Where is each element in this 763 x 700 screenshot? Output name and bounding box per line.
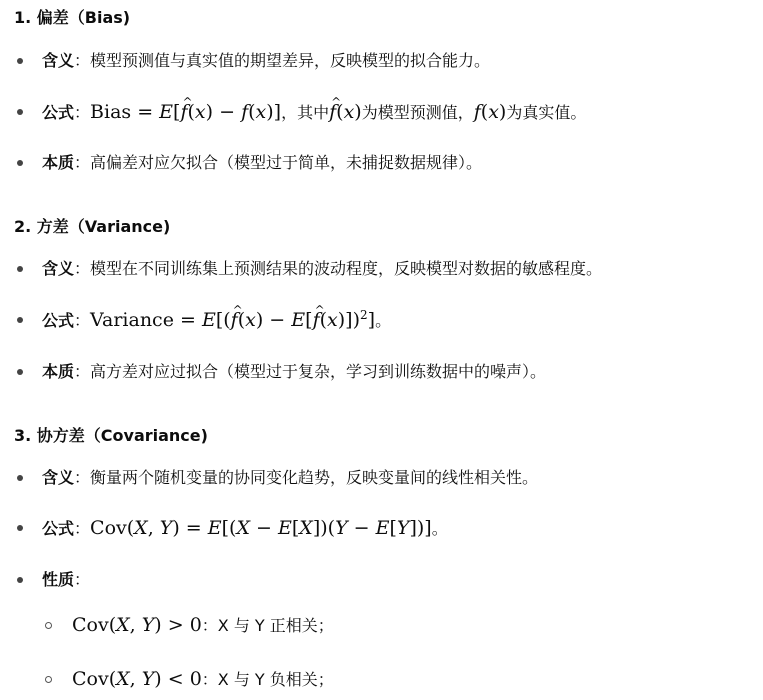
- item-text: ：高偏差对应欠拟合（模型过于简单，未捕捉数据规律）。: [74, 153, 483, 172]
- item-text: ：高方差对应过拟合（模型过于复杂，学习到训练数据中的噪声）。: [74, 362, 547, 381]
- section-heading-variance: 2. 方差（Variance): [14, 217, 171, 236]
- label: 性质: [42, 570, 75, 589]
- formula-tail: 。: [375, 311, 392, 330]
- label: 含义: [42, 468, 75, 487]
- bullet: [17, 525, 23, 531]
- item-text: ：模型预测值与真实值的期望差异，反映模型的拟合能力。: [74, 51, 491, 70]
- item-text: ：X 与 Y 负相关；: [201, 670, 334, 689]
- bullet: [17, 369, 23, 375]
- section-heading-bias: 1. 偏差（Bias): [14, 8, 131, 27]
- formula-tail: 为真实值。: [506, 103, 587, 122]
- positive-condition: Cov(X, Y) > 0: [72, 614, 202, 636]
- colon: ：: [74, 570, 91, 589]
- label: 含义: [42, 259, 75, 278]
- label: 本质: [42, 153, 75, 172]
- section-heading-covariance: 3. 协方差（Covariance): [14, 426, 208, 445]
- bullet: [17, 577, 23, 583]
- bullet: [17, 317, 23, 323]
- negative-condition: Cov(X, Y) < 0: [72, 668, 202, 690]
- formula-tail: 为模型预测值，: [361, 103, 474, 122]
- formula-tail: 。: [431, 519, 448, 538]
- item-text: ：模型在不同训练集上预测结果的波动程度，反映模型对数据的敏感程度。: [74, 259, 603, 278]
- colon: ：: [74, 519, 91, 538]
- label: 含义: [42, 51, 75, 70]
- bullet: [17, 109, 23, 115]
- bullet: [17, 266, 23, 272]
- bias-formula: Bias = E[^ f(x) − f(x)]: [90, 101, 281, 123]
- label: 公式: [42, 103, 75, 122]
- label: 公式: [42, 311, 75, 330]
- label: 本质: [42, 362, 75, 381]
- bullet: [17, 475, 23, 481]
- label: 公式: [42, 519, 75, 538]
- hollow-bullet: [45, 622, 52, 629]
- variance-formula: Variance = E[(^ f(x) − E[^ f(x)])$^2$]: [90, 309, 375, 331]
- colon: ：: [74, 311, 91, 330]
- formula-tail: ，其中: [281, 103, 330, 122]
- item-text: ：衡量两个随机变量的协同变化趋势，反映变量间的线性相关性。: [74, 468, 539, 487]
- hollow-bullet: [45, 676, 52, 683]
- bullet: [17, 58, 23, 64]
- covariance-formula: Cov(X, Y) = E[(X − E[X])(Y − E[Y])]: [90, 517, 432, 539]
- prediction-symbol: ^ f(x): [329, 101, 362, 123]
- item-text: ：X 与 Y 正相关；: [201, 616, 334, 635]
- bullet: [17, 160, 23, 166]
- colon: ：: [74, 103, 91, 122]
- truth-symbol: f(x): [473, 101, 507, 123]
